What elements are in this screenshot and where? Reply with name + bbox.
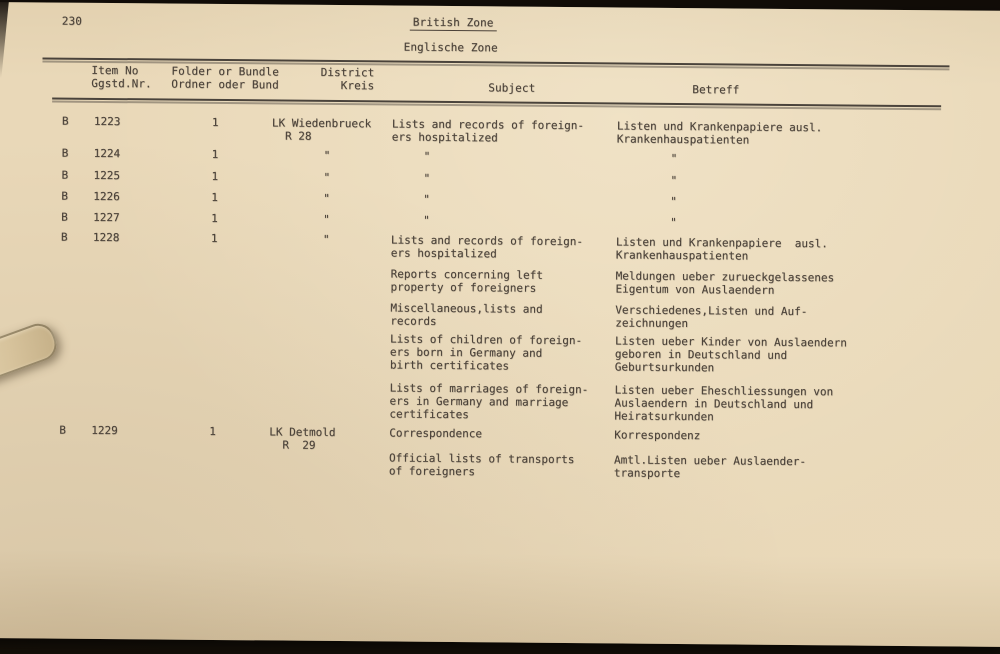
subject-cell: Lists of children of foreign- ers born in Germany and birth certificates [389,332,583,373]
table-row [0,378,1000,424]
folder-count: 1 [211,211,218,225]
ditto-mark: " [323,212,330,226]
item-number: 1224 [93,146,121,161]
column-header-betreff: Betreff [692,83,740,97]
subject-cell: Lists and records of foreign- ers hospitalized [390,233,584,261]
item-letter: B [61,146,69,160]
table-row [0,114,1000,147]
ditto-mark: " [323,191,330,205]
table-row [0,230,1000,263]
column-header-item: Item No Ggstd.Nr. [91,63,152,91]
ditto-mark: " [322,232,330,246]
column-header-subject: Subject [488,81,536,95]
subject-cell: Miscellaneous,lists and records [390,301,543,328]
betreff-cell: Listen und Krankenpapiere ausl. Krankenhauspatienten [616,119,823,147]
item-letter: B [61,210,68,224]
subject-cell: Lists of marriages of foreign- ers in Germany and marriage certificates [389,381,589,422]
betreff-cell: Listen ueber Kinder von Auslaendern geboren in Deutschland und Geburtsurkunden [614,334,847,375]
table-row [0,189,1000,211]
ditto-mark: " [423,213,430,227]
table-row [0,298,1000,331]
ditto-mark: " [323,148,331,162]
folder-count: 1 [210,231,218,245]
folder-count: 1 [211,169,219,183]
folder-count: 1 [209,424,216,438]
district-cell: LK Detmold R 29 [269,425,336,452]
subject-cell: Official lists of transports of foreigners [388,451,575,479]
ditto-mark: " [423,171,431,185]
item-number: 1227 [93,210,120,225]
document-page [0,2,1000,647]
table-row [0,146,1000,168]
table-row [0,423,1000,452]
table-row [0,448,1000,481]
item-number: 1225 [93,168,121,183]
ditto-mark: " [670,194,677,208]
subject-cell: Reports concerning left property of foreigners [390,267,544,295]
table-row [0,329,1000,375]
table-rule-header-bottom [52,98,941,107]
betreff-cell: Meldungen ueber zurueckgelassenes Eigentum von Auslaendern [615,269,835,297]
item-number: 1223 [93,114,121,129]
item-letter: B [61,168,69,182]
district-cell: LK Wiedenbrueck R 28 [271,116,372,143]
table-row [0,264,1000,297]
item-number: 1226 [93,189,120,204]
betreff-cell: Listen ueber Eheschliessungen von Auslaendern in Deutschland und Heiratsurkunden [614,383,834,424]
betreff-cell: Amtl.Listen ueber Auslaender- transporte [613,453,807,481]
ditto-mark: " [670,173,678,187]
subject-cell: Correspondence [389,426,483,441]
item-letter: B [59,423,66,437]
folder-count: 1 [211,147,219,161]
page-number: 230 [61,14,83,28]
ditto-mark: " [423,149,431,163]
betreff-cell: Korrespondenz [614,428,701,443]
item-letter: B [61,189,68,203]
item-letter: B [61,114,69,128]
ditto-mark: " [323,170,331,184]
betreff-cell: Verschiedenes,Listen und Auf- zeichnungen [615,303,808,331]
table-row [0,210,1000,232]
title-german: Englische Zone [403,40,498,55]
subject-cell: Lists and records of foreign- ers hospitalized [391,117,585,145]
title-english: British Zone [410,16,497,32]
ditto-mark: " [423,192,430,206]
folder-count: 1 [211,115,219,129]
item-number: 1228 [92,230,120,245]
item-letter: B [60,230,68,244]
column-header-folder: Folder or Bundle Ordner oder Bund [171,64,280,92]
table-row [0,168,1000,190]
column-header-district: District Kreis [320,65,375,93]
folder-count: 1 [211,190,218,204]
betreff-cell: Listen und Krankenpapiere ausl. Krankenhauspatienten [615,235,828,263]
ditto-mark: " [670,151,678,165]
item-number: 1229 [91,423,118,438]
ditto-mark: " [670,215,677,229]
